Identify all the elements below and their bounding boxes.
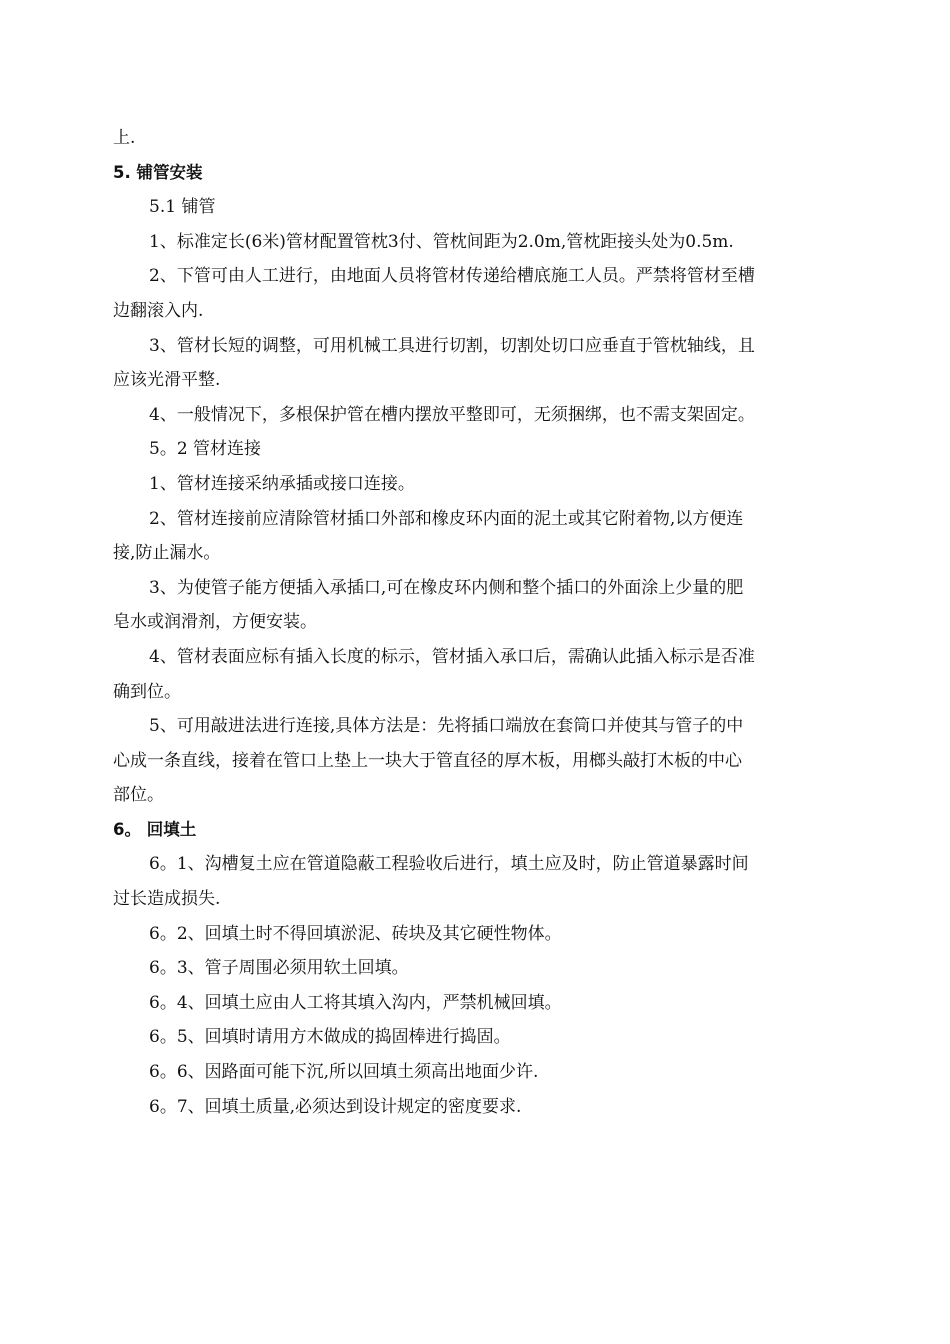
paragraph-line: 6。2、回填土时不得回填淤泥、砖块及其它硬性物体。: [149, 923, 562, 944]
document-page: [113, 121, 839, 1124]
text-line: 边翻滚入内.: [113, 300, 204, 321]
text-line: 确到位。: [113, 681, 181, 702]
subsection-heading: 5.1 铺管: [149, 197, 216, 218]
paragraph-line: 6。7、回填土质量,必须达到设计规定的密度要求.: [149, 1096, 522, 1117]
paragraph-line: 1、标准定长(6米)管材配置管枕3付、管枕间距为2.0m,管枕距接头处为0.5m.: [149, 231, 734, 252]
paragraph-line: 4、管材表面应标有插入长度的标示，管材插入承口后，需确认此插入标示是否准: [149, 646, 755, 667]
paragraph-line: 6。1、沟槽复土应在管道隐蔽工程验收后进行，填土应及时，防止管道暴露时间: [149, 854, 749, 875]
text-line: 皂水或润滑剂，方便安装。: [113, 612, 317, 633]
paragraph-line: 3、为使管子能方便插入承插口,可在橡皮环内侧和整个插口的外面涂上少量的肥: [149, 577, 744, 598]
paragraph-line: 6。3、管子周围必须用软土回填。: [149, 958, 409, 979]
paragraph-line: 1、管材连接采纳承插或接口连接。: [149, 473, 415, 494]
section-heading: 6。 回填土: [113, 819, 197, 839]
paragraph-line: 6。6、因路面可能下沉,所以回填土须高出地面少许.: [149, 1062, 539, 1083]
paragraph-line: 3、管材长短的调整，可用机械工具进行切割，切割处切口应垂直于管枕轴线，且: [149, 335, 755, 356]
subsection-heading: 5。2 管材连接: [149, 439, 262, 460]
paragraph-line: 6。4、回填土应由人工将其填入沟内，严禁机械回填。: [149, 992, 562, 1013]
paragraph-line: 5、可用敲进法进行连接,具体方法是：先将插口端放在套筒口并使其与管子的中: [149, 716, 744, 737]
text-line: 接,防止漏水。: [113, 543, 221, 564]
text-line: 上.: [113, 128, 136, 148]
text-line: 部位。: [113, 785, 164, 806]
text-line: 应该光滑平整.: [113, 370, 221, 391]
section-heading: 5. 铺管安装: [113, 162, 203, 182]
paragraph-line: 2、管材连接前应清除管材插口外部和橡皮环内面的泥土或其它附着物,以方便连: [149, 508, 744, 529]
text-line: 过长造成损失.: [113, 889, 221, 910]
paragraph-line: 4、一般情况下，多根保护管在槽内摆放平整即可，无须捆绑，也不需支架固定。: [149, 404, 755, 425]
text-line: 心成一条直线，接着在管口上垫上一块大于管直径的厚木板，用榔头敲打木板的中心: [113, 750, 742, 771]
paragraph-line: 2、下管可由人工进行，由地面人员将管材传递给槽底施工人员。严禁将管材至槽: [149, 266, 755, 287]
paragraph-line: 6。5、回填时请用方木做成的捣固棒进行捣固。: [149, 1027, 511, 1048]
